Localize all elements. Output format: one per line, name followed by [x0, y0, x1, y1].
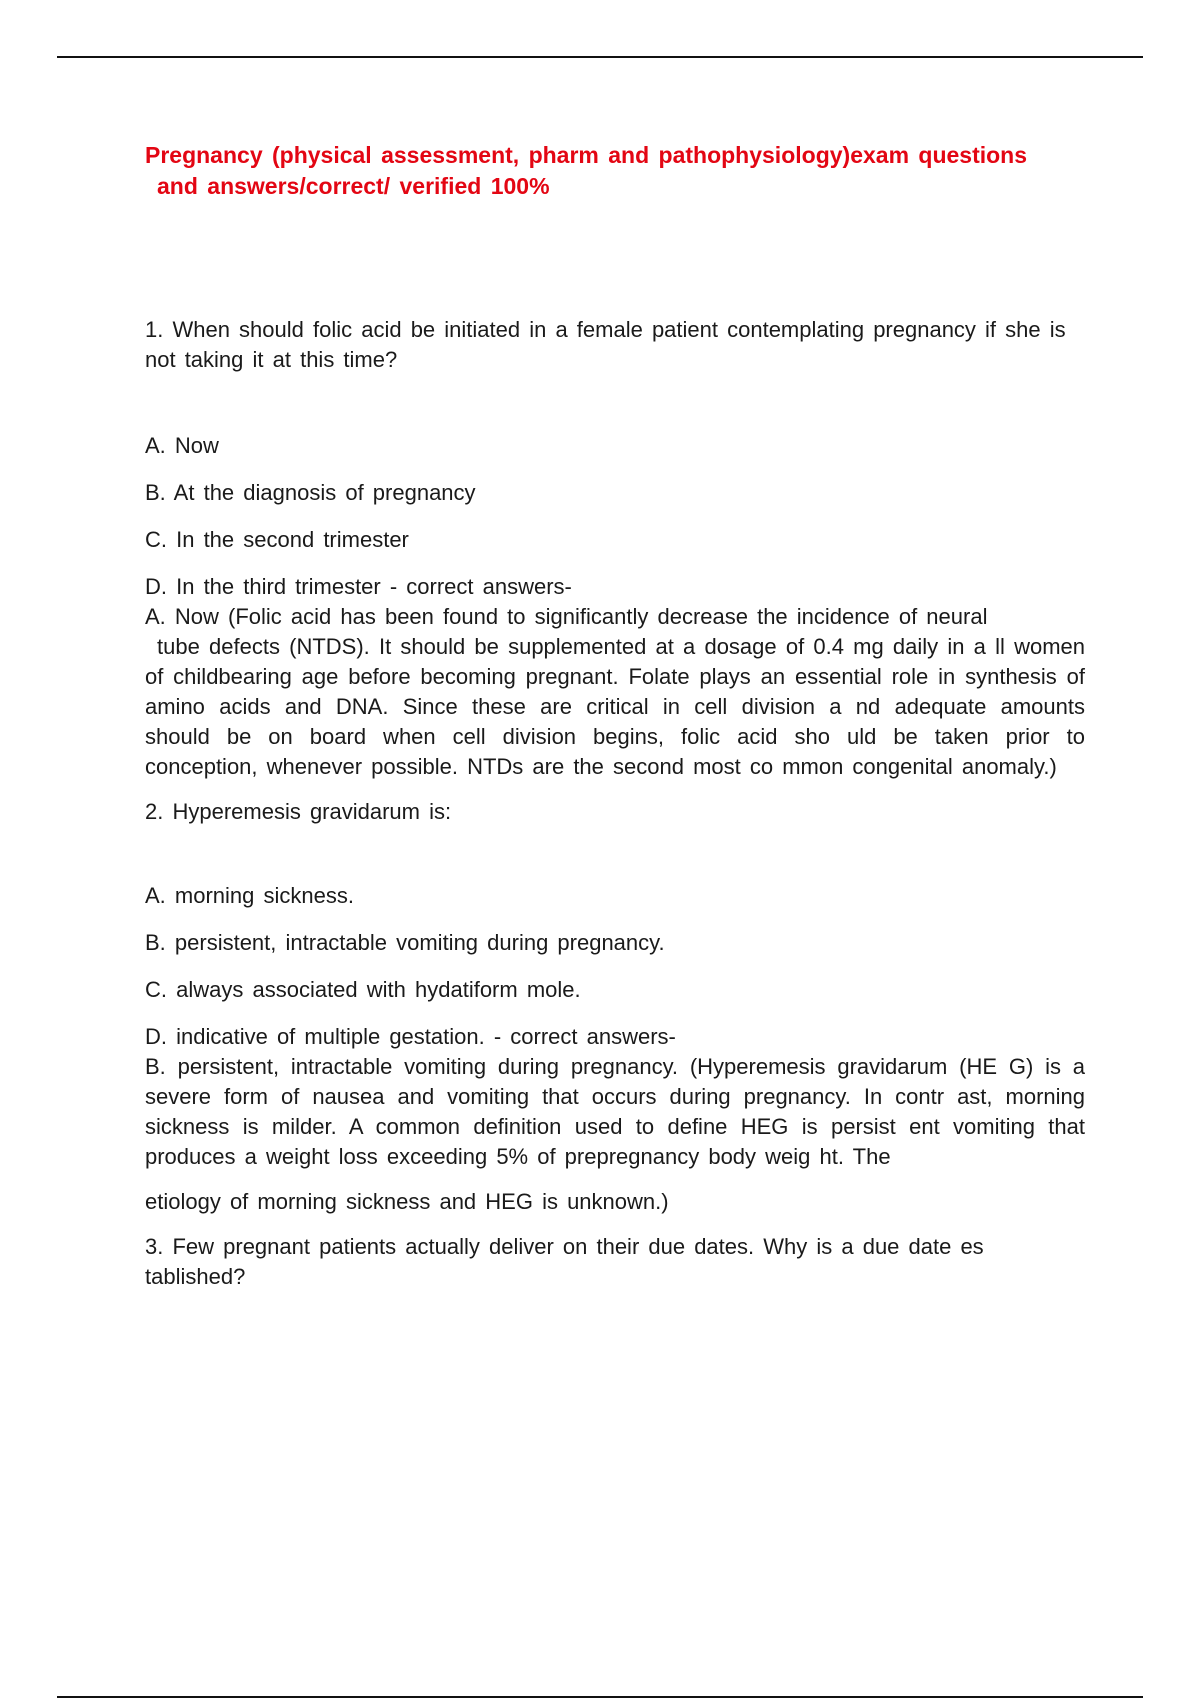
question-2-answer-continued: etiology of morning sickness and HEG is unknown.) [145, 1189, 669, 1214]
title-line-2: and answers/correct/ verified 100% [157, 173, 550, 199]
question-2: 2. Hyperemesis gravidarum is: [145, 799, 452, 824]
question-1-answer [145, 602, 1085, 782]
question-2-option-d: D. indicative of multiple gestation. - correct answers- [145, 1024, 676, 1049]
question-3: 3. Few pregnant patients actually deliver on their due dates. Why is a due date es tablished? [145, 1234, 984, 1289]
question-2-answer: B. persistent, intractable vomiting during pregnancy. (Hyperemesis gravidarum (HE G) is a severe form of nausea and vomiting that occurs during pregnancy. In contr ast, morning sickness is milder. A common definition used to define HEG is persist ent vomiting that produces a weight loss exceeding 5% of prepregnancy body weig ht. The [145, 1054, 1085, 1169]
question-2-option-c: C. always associated with hydatiform mole. [145, 977, 581, 1002]
question-1-answer-line-1: A. Now (Folic acid has been found to significantly decrease the incidence of neural [145, 604, 988, 629]
top-rule [57, 56, 1143, 58]
question-1-answer-rest: tube defects (NTDS). It should be supplemented at a dosage of 0.4 mg daily in a ll women of childbearing age before becoming pregnant. Folate plays an essential role in synthesis of amino acids and DNA. Since these are critical in cell division a nd adequate amounts should be on board when cell division begins, folic acid sho uld be taken prior to conception, whenever possible. NTDs are the second most co mmon congenital anomaly.) [145, 634, 1085, 779]
question-1-option-d: D. In the third trimester - correct answers- [145, 574, 572, 599]
document-body [145, 140, 1085, 1292]
title-line-1: Pregnancy (physical assessment, pharm and pathophysiology)exam questions [145, 142, 1028, 168]
question-1-option-b: B. At the diagnosis of pregnancy [145, 480, 476, 505]
question-2-option-a: A. morning sickness. [145, 883, 354, 908]
document-title [145, 140, 1085, 202]
question-2-option-b: B. persistent, intractable vomiting during pregnancy. [145, 930, 665, 955]
question-1-option-a: A. Now [145, 433, 219, 458]
question-1: 1. When should folic acid be initiated in a female patient contemplating pregnancy if she is not taking it at this time? [145, 317, 1066, 372]
bottom-rule [57, 1696, 1143, 1698]
question-1-option-c: C. In the second trimester [145, 527, 409, 552]
